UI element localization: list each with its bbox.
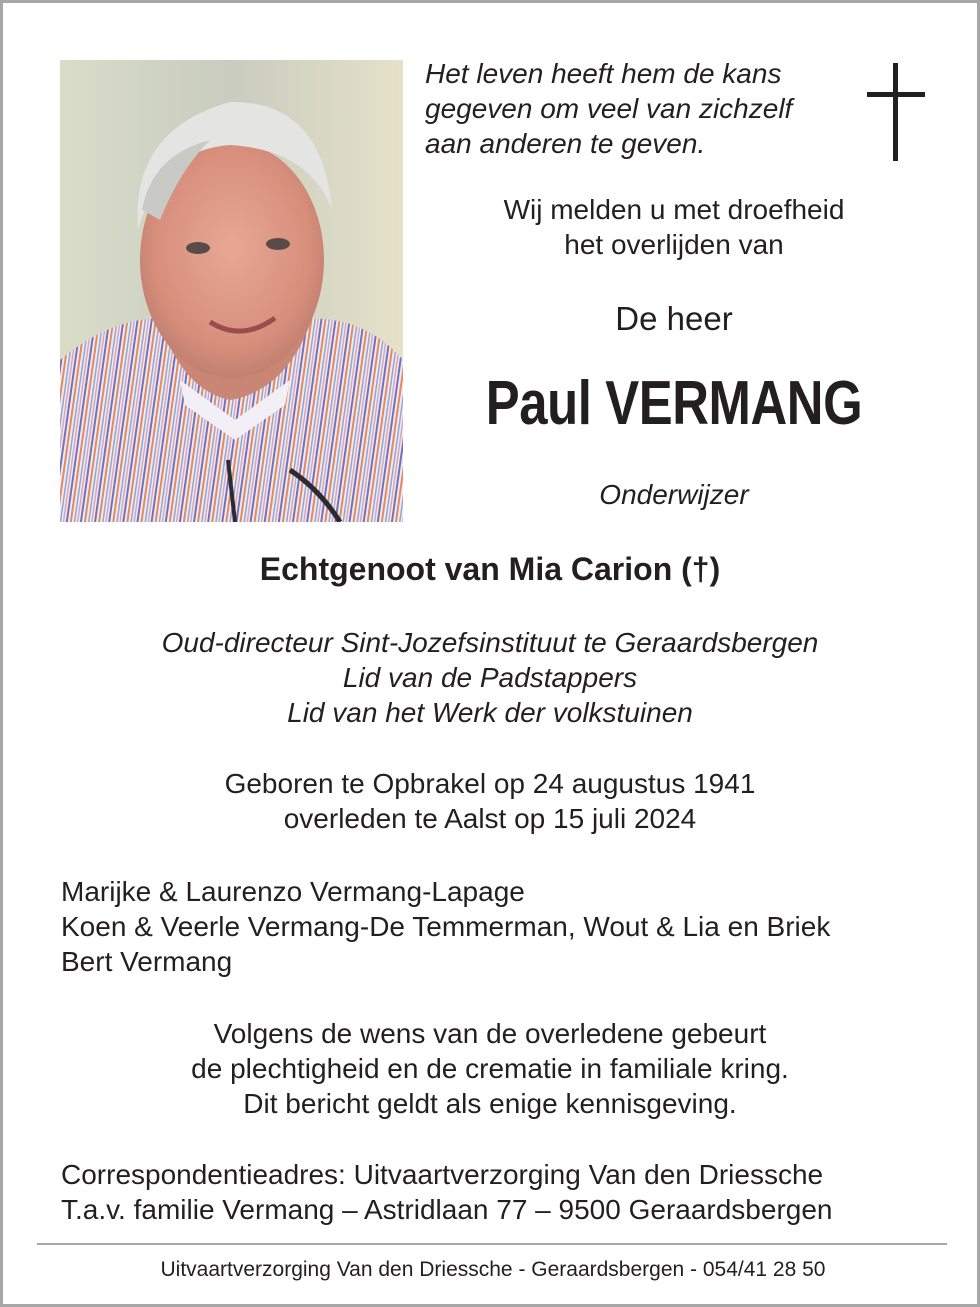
family-member: Marijke & Laurenzo Vermang-Lapage [61, 876, 525, 907]
family-member: Koen & Veerle Vermang-De Temmerman, Wout & Lia en Briek [61, 911, 831, 942]
portrait-illustration [60, 60, 403, 522]
ceremony-notice [3, 1016, 977, 1121]
role-item: Lid van de Padstappers [342, 662, 638, 693]
latin-cross-icon [867, 63, 925, 161]
roles-list [3, 625, 977, 730]
quote-line: aan anderen te geven. [425, 128, 706, 159]
notice-line: Volgens de wens van de overledene gebeurt [213, 1018, 767, 1049]
death-line: overleden te Aalst op 15 juli 2024 [283, 803, 697, 834]
announcement-line: Wij melden u met droefheid [503, 194, 845, 225]
portrait-photo [60, 60, 403, 522]
address-line: T.a.v. familie Vermang – Astridlaan 77 – 9500 Geraardsbergen [61, 1194, 833, 1225]
role-item: Oud-directeur Sint-Jozefsinstituut te Geraardsbergen [161, 627, 819, 658]
funeral-home-footer: Uitvaartverzorging Van den Driessche - Geraardsbergen - 054/41 28 50 [160, 1258, 826, 1281]
footer-divider [37, 1243, 947, 1245]
life-dates [3, 766, 977, 836]
correspondence-address [61, 1157, 833, 1227]
address-line: Correspondentieadres: Uitvaartverzorging Van den Driessche [61, 1159, 824, 1190]
announcement [423, 192, 925, 262]
birth-line: Geboren te Opbrakel op 24 augustus 1941 [224, 768, 756, 799]
notice-line: Dit bericht geldt als enige kennisgeving. [243, 1088, 737, 1119]
honorific: De heer [615, 300, 733, 337]
announcement-line: het overlijden van [564, 229, 784, 260]
family-list [61, 874, 830, 979]
profession: Onderwijzer [599, 479, 749, 510]
deceased-name: Paul VERMANG [485, 369, 863, 438]
role-item: Lid van het Werk der volkstuinen [287, 697, 693, 728]
family-member: Bert Vermang [61, 946, 233, 977]
spouse-line: Echtgenoot van Mia Carion (†) [259, 551, 721, 587]
quote-line: gegeven om veel van zichzelf [425, 93, 793, 124]
opening-quote [425, 56, 855, 161]
quote-line: Het leven heeft hem de kans [425, 58, 782, 89]
notice-line: de plechtigheid en de crematie in familiale kring. [191, 1053, 789, 1084]
